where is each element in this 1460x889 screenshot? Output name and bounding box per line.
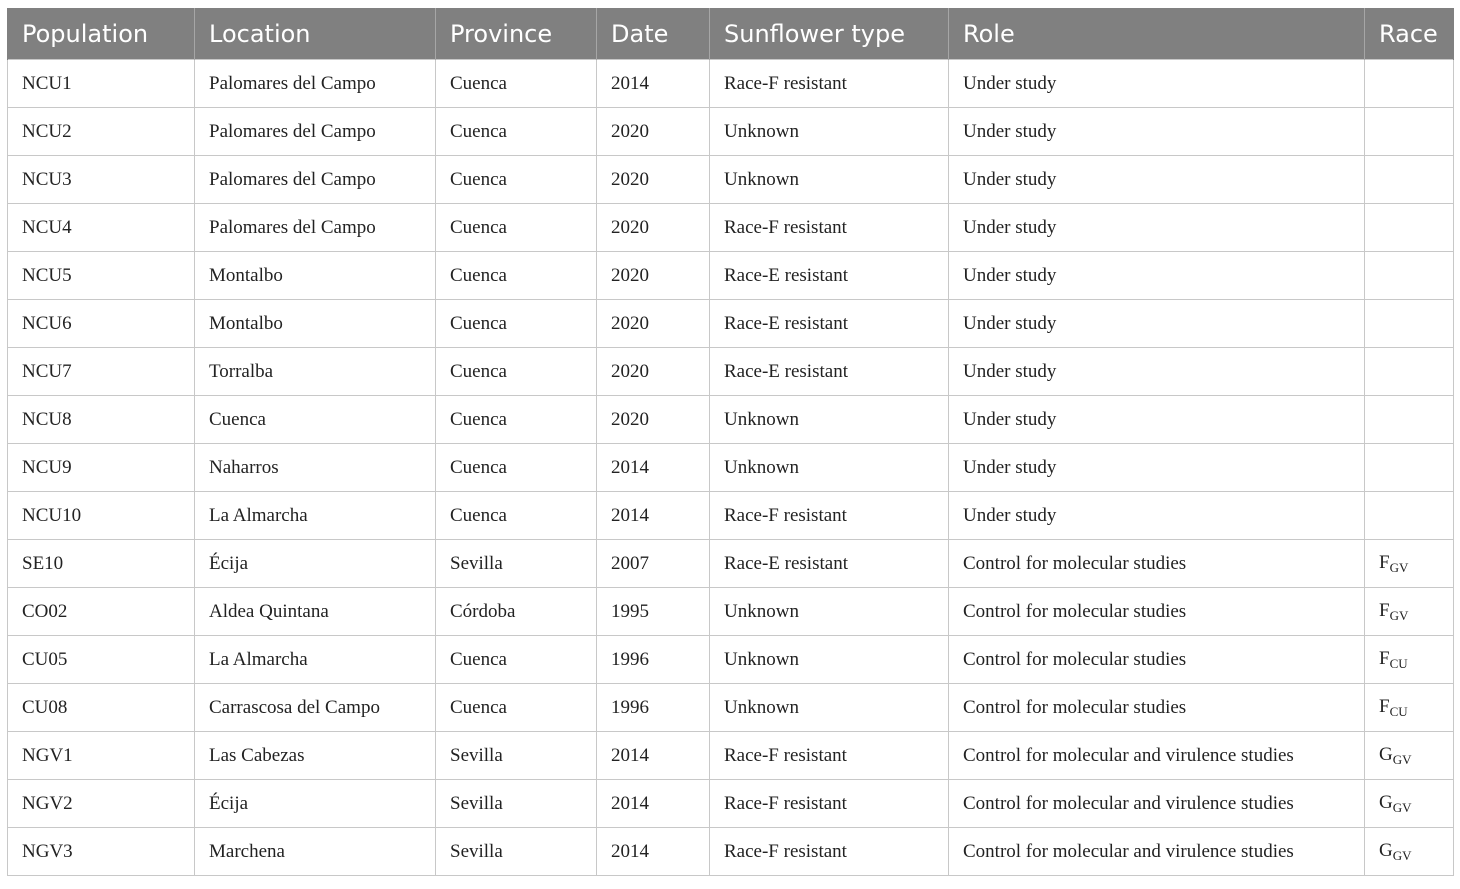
table-row bbox=[8, 108, 1454, 156]
cell-race bbox=[1365, 396, 1454, 444]
cell-race bbox=[1365, 156, 1454, 204]
cell-date: 2020 bbox=[597, 204, 710, 252]
cell-role: Under study bbox=[949, 492, 1365, 540]
cell-sunflower-type: Unknown bbox=[710, 108, 949, 156]
cell-location: Carrascosa del Campo bbox=[195, 684, 436, 732]
cell-population: NCU7 bbox=[8, 348, 195, 396]
cell-location: Naharros bbox=[195, 444, 436, 492]
cell-population: SE10 bbox=[8, 540, 195, 588]
cell-location: Écija bbox=[195, 780, 436, 828]
cell-population: NGV1 bbox=[8, 732, 195, 780]
cell-date: 2014 bbox=[597, 828, 710, 876]
race-subscript: GV bbox=[1392, 799, 1412, 815]
race-letter: F bbox=[1379, 647, 1390, 669]
cell-sunflower-type: Race-F resistant bbox=[710, 828, 949, 876]
cell-sunflower-type: Race-E resistant bbox=[710, 348, 949, 396]
cell-province: Sevilla bbox=[436, 780, 597, 828]
cell-sunflower-type: Race-E resistant bbox=[710, 300, 949, 348]
cell-role: Under study bbox=[949, 204, 1365, 252]
cell-location: Palomares del Campo bbox=[195, 204, 436, 252]
cell-date: 1996 bbox=[597, 636, 710, 684]
cell-province: Cuenca bbox=[436, 108, 597, 156]
cell-population: NCU8 bbox=[8, 396, 195, 444]
cell-location: Aldea Quintana bbox=[195, 588, 436, 636]
header-province: Province bbox=[436, 8, 597, 60]
cell-population: NGV2 bbox=[8, 780, 195, 828]
cell-sunflower-type: Race-E resistant bbox=[710, 252, 949, 300]
cell-sunflower-type: Race-F resistant bbox=[710, 780, 949, 828]
cell-population: NCU1 bbox=[8, 60, 195, 108]
cell-role: Under study bbox=[949, 252, 1365, 300]
cell-sunflower-type: Race-F resistant bbox=[710, 492, 949, 540]
cell-role: Under study bbox=[949, 60, 1365, 108]
cell-location: Palomares del Campo bbox=[195, 108, 436, 156]
cell-province: Cuenca bbox=[436, 204, 597, 252]
cell-role: Under study bbox=[949, 108, 1365, 156]
header-role: Role bbox=[949, 8, 1365, 60]
cell-date: 2014 bbox=[597, 492, 710, 540]
cell-date: 2020 bbox=[597, 156, 710, 204]
cell-role: Control for molecular and virulence studies bbox=[949, 780, 1365, 828]
cell-location: La Almarcha bbox=[195, 636, 436, 684]
header-location: Location bbox=[195, 8, 436, 60]
table-row bbox=[8, 252, 1454, 300]
cell-province: Sevilla bbox=[436, 540, 597, 588]
cell-province: Córdoba bbox=[436, 588, 597, 636]
cell-sunflower-type: Race-E resistant bbox=[710, 540, 949, 588]
header-race: Race bbox=[1365, 8, 1454, 60]
race-letter: F bbox=[1379, 695, 1390, 717]
table-row bbox=[8, 348, 1454, 396]
cell-sunflower-type: Race-F resistant bbox=[710, 60, 949, 108]
cell-location: Montalbo bbox=[195, 300, 436, 348]
table-row bbox=[8, 828, 1454, 876]
cell-location: Torralba bbox=[195, 348, 436, 396]
cell-province: Cuenca bbox=[436, 60, 597, 108]
cell-date: 2014 bbox=[597, 732, 710, 780]
race-subscript: GV bbox=[1392, 751, 1412, 767]
cell-sunflower-type: Unknown bbox=[710, 156, 949, 204]
table-row bbox=[8, 540, 1454, 588]
cell-role: Control for molecular studies bbox=[949, 636, 1365, 684]
cell-date: 2014 bbox=[597, 60, 710, 108]
cell-location: La Almarcha bbox=[195, 492, 436, 540]
cell-sunflower-type: Unknown bbox=[710, 396, 949, 444]
cell-race bbox=[1365, 444, 1454, 492]
table-row bbox=[8, 60, 1454, 108]
cell-role: Under study bbox=[949, 300, 1365, 348]
cell-province: Cuenca bbox=[436, 156, 597, 204]
cell-sunflower-type: Unknown bbox=[710, 684, 949, 732]
cell-location: Palomares del Campo bbox=[195, 60, 436, 108]
populations-table bbox=[7, 8, 1454, 876]
cell-province: Cuenca bbox=[436, 348, 597, 396]
cell-role: Control for molecular studies bbox=[949, 588, 1365, 636]
cell-race bbox=[1365, 636, 1454, 684]
race-letter: F bbox=[1379, 551, 1390, 573]
cell-race bbox=[1365, 684, 1454, 732]
cell-sunflower-type: Race-F resistant bbox=[710, 204, 949, 252]
header-row bbox=[8, 8, 1454, 60]
cell-role: Control for molecular studies bbox=[949, 540, 1365, 588]
cell-sunflower-type: Race-F resistant bbox=[710, 732, 949, 780]
cell-date: 1996 bbox=[597, 684, 710, 732]
table-header bbox=[8, 8, 1454, 60]
table-row bbox=[8, 588, 1454, 636]
table-row bbox=[8, 732, 1454, 780]
cell-location: Marchena bbox=[195, 828, 436, 876]
cell-province: Cuenca bbox=[436, 252, 597, 300]
race-subscript: GV bbox=[1389, 559, 1409, 575]
cell-role: Control for molecular and virulence studies bbox=[949, 828, 1365, 876]
cell-role: Under study bbox=[949, 396, 1365, 444]
cell-race bbox=[1365, 300, 1454, 348]
race-letter: G bbox=[1379, 791, 1393, 813]
cell-province: Cuenca bbox=[436, 396, 597, 444]
cell-date: 2007 bbox=[597, 540, 710, 588]
table-row bbox=[8, 300, 1454, 348]
cell-date: 2014 bbox=[597, 780, 710, 828]
cell-date: 2020 bbox=[597, 252, 710, 300]
cell-date: 2014 bbox=[597, 444, 710, 492]
cell-province: Cuenca bbox=[436, 636, 597, 684]
cell-province: Sevilla bbox=[436, 732, 597, 780]
cell-date: 1995 bbox=[597, 588, 710, 636]
cell-population: NCU2 bbox=[8, 108, 195, 156]
cell-population: NCU5 bbox=[8, 252, 195, 300]
cell-race bbox=[1365, 540, 1454, 588]
cell-sunflower-type: Unknown bbox=[710, 588, 949, 636]
race-subscript: CU bbox=[1389, 703, 1408, 719]
cell-location: Montalbo bbox=[195, 252, 436, 300]
cell-role: Under study bbox=[949, 348, 1365, 396]
table-body bbox=[8, 60, 1454, 876]
cell-population: NCU3 bbox=[8, 156, 195, 204]
cell-population: NCU9 bbox=[8, 444, 195, 492]
cell-race bbox=[1365, 780, 1454, 828]
race-letter: F bbox=[1379, 599, 1390, 621]
cell-race bbox=[1365, 828, 1454, 876]
cell-race bbox=[1365, 732, 1454, 780]
cell-date: 2020 bbox=[597, 348, 710, 396]
table-row bbox=[8, 396, 1454, 444]
cell-race bbox=[1365, 588, 1454, 636]
cell-date: 2020 bbox=[597, 108, 710, 156]
table-row bbox=[8, 156, 1454, 204]
cell-province: Cuenca bbox=[436, 684, 597, 732]
race-letter: G bbox=[1379, 743, 1393, 765]
cell-race bbox=[1365, 60, 1454, 108]
cell-province: Sevilla bbox=[436, 828, 597, 876]
header-sunflower-type: Sunflower type bbox=[710, 8, 949, 60]
table-row bbox=[8, 492, 1454, 540]
cell-race bbox=[1365, 348, 1454, 396]
race-subscript: CU bbox=[1389, 655, 1408, 671]
cell-race bbox=[1365, 204, 1454, 252]
cell-province: Cuenca bbox=[436, 300, 597, 348]
cell-role: Control for molecular and virulence studies bbox=[949, 732, 1365, 780]
cell-race bbox=[1365, 492, 1454, 540]
cell-location: Écija bbox=[195, 540, 436, 588]
cell-sunflower-type: Unknown bbox=[710, 636, 949, 684]
race-subscript: GV bbox=[1389, 607, 1409, 623]
cell-population: NGV3 bbox=[8, 828, 195, 876]
cell-location: Cuenca bbox=[195, 396, 436, 444]
cell-date: 2020 bbox=[597, 396, 710, 444]
cell-role: Under study bbox=[949, 444, 1365, 492]
table-row bbox=[8, 780, 1454, 828]
cell-race bbox=[1365, 252, 1454, 300]
cell-sunflower-type: Unknown bbox=[710, 444, 949, 492]
cell-location: Palomares del Campo bbox=[195, 156, 436, 204]
race-letter: G bbox=[1379, 839, 1393, 861]
cell-province: Cuenca bbox=[436, 492, 597, 540]
header-population: Population bbox=[8, 8, 195, 60]
table-row bbox=[8, 444, 1454, 492]
race-subscript: GV bbox=[1392, 847, 1412, 863]
header-date: Date bbox=[597, 8, 710, 60]
table-row bbox=[8, 204, 1454, 252]
cell-population: CU08 bbox=[8, 684, 195, 732]
cell-date: 2020 bbox=[597, 300, 710, 348]
cell-role: Control for molecular studies bbox=[949, 684, 1365, 732]
table-row bbox=[8, 636, 1454, 684]
cell-population: NCU4 bbox=[8, 204, 195, 252]
cell-location: Las Cabezas bbox=[195, 732, 436, 780]
cell-province: Cuenca bbox=[436, 444, 597, 492]
table-row bbox=[8, 684, 1454, 732]
cell-population: NCU10 bbox=[8, 492, 195, 540]
cell-role: Under study bbox=[949, 156, 1365, 204]
cell-race bbox=[1365, 108, 1454, 156]
cell-population: NCU6 bbox=[8, 300, 195, 348]
cell-population: CU05 bbox=[8, 636, 195, 684]
cell-population: CO02 bbox=[8, 588, 195, 636]
